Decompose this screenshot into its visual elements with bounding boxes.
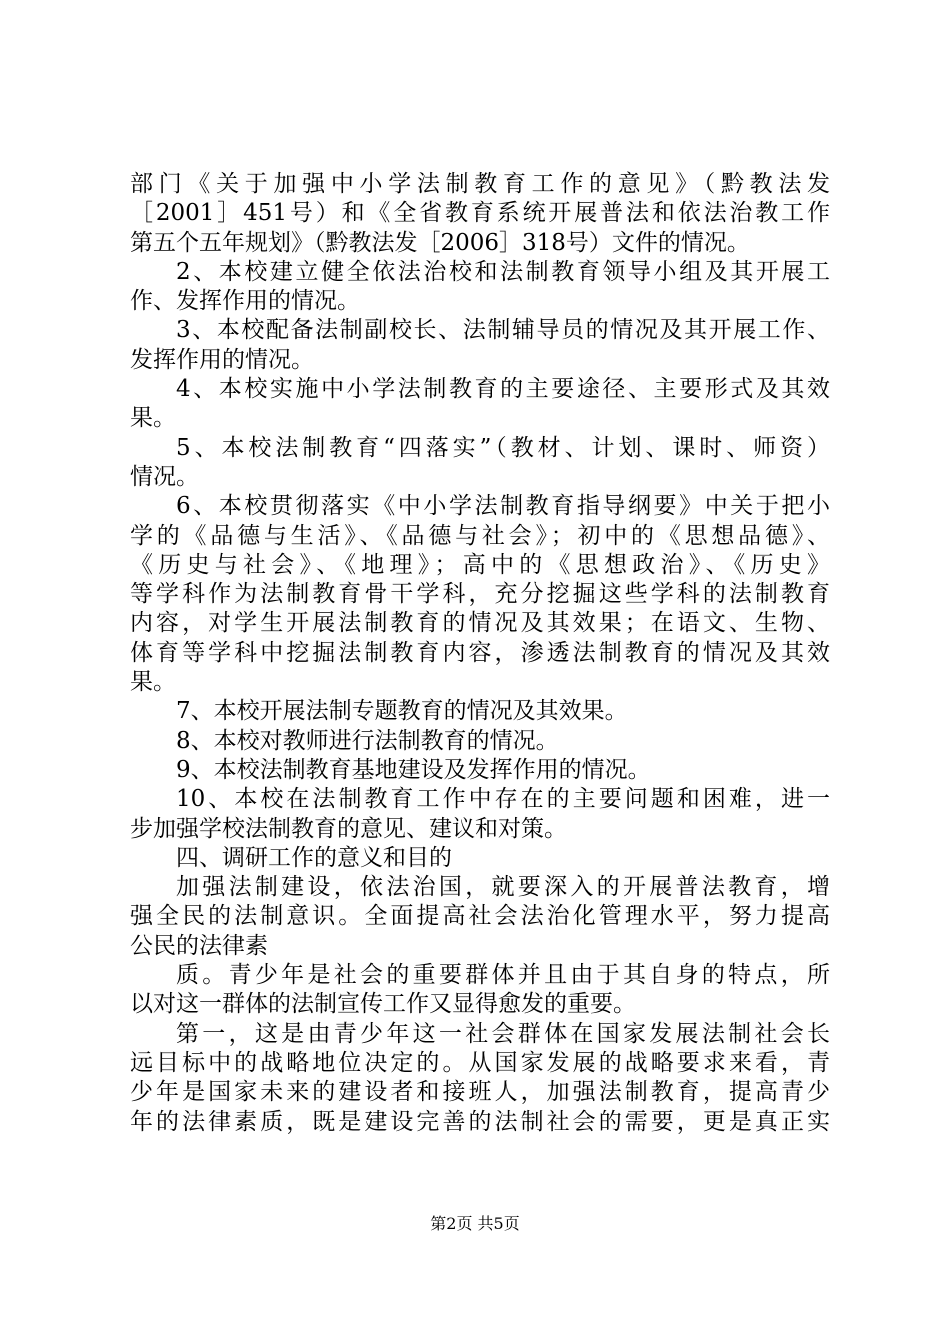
text-line: 体育等学科中挖掘法制教育内容，渗透法制教育的情况及其效 xyxy=(130,639,830,666)
text-line: 内容，对学生开展法制教育的情况及其效果；在语文、生物、 xyxy=(130,610,830,637)
text-line: 9、本校法制教育基地建设及发挥作用的情况。 xyxy=(176,756,651,783)
text-line: 果。 xyxy=(130,669,176,696)
text-line: 年的法律素质，既是建设完善的法制社会的需要，更是真正实 xyxy=(130,1108,830,1135)
page-footer: 第2页 共5页 xyxy=(430,1214,520,1233)
text-line: 步加强学校法制教育的意见、建议和对策。 xyxy=(130,815,567,842)
text-line: ［2001］451号）和《全省教育系统开展普法和依法治教工作 xyxy=(130,200,830,227)
text-line: 10、本校在法制教育工作中存在的主要问题和困难，进一 xyxy=(176,786,830,813)
document-body xyxy=(130,170,830,1137)
text-line: 少年是国家未来的建设者和接班人，加强法制教育，提高青少 xyxy=(130,1079,830,1106)
text-line: 质。青少年是社会的重要群体并且由于其自身的特点，所 xyxy=(176,962,830,989)
text-line: 第五个五年规划》（黔教法发［2006］318号）文件的情况。 xyxy=(130,229,750,256)
text-line: 5、本校法制教育“四落实”（教材、计划、课时、师资） xyxy=(176,434,830,461)
text-line: 第一，这是由青少年这一社会群体在国家发展法制社会长 xyxy=(176,1020,830,1047)
text-line: 部门《关于加强中小学法制教育工作的意见》（黔教法发 xyxy=(130,171,830,197)
text-line: 4、本校实施中小学法制教育的主要途径、主要形式及其效 xyxy=(176,376,830,403)
text-line: 以对这一群体的法制宣传工作又显得愈发的重要。 xyxy=(130,991,636,1018)
text-line: 7、本校开展法制专题教育的情况及其效果。 xyxy=(176,698,628,725)
text-line: 2、本校建立健全依法治校和法制教育领导小组及其开展工 xyxy=(176,258,830,285)
text-line: 等学科作为法制教育骨干学科，充分挖掘这些学科的法制教育 xyxy=(130,581,830,608)
text-line: 《历史与社会》、《地理》；高中的《思想政治》、《历史》 xyxy=(130,551,830,578)
text-line: 8、本校对教师进行法制教育的情况。 xyxy=(176,727,559,754)
text-line: 学的《品德与生活》、《品德与社会》；初中的《思想品德》、 xyxy=(130,522,830,549)
text-line: 公民的法律素 xyxy=(130,932,268,959)
text-line: 四、调研工作的意义和目的 xyxy=(176,844,452,871)
text-line: 加强法制建设，依法治国，就要深入的开展普法教育，增 xyxy=(176,874,830,901)
text-line: 果。 xyxy=(130,405,176,432)
text-line: 3、本校配备法制副校长、法制辅导员的情况及其开展工作、 xyxy=(176,317,830,344)
text-line: 作、发挥作用的情况。 xyxy=(130,288,360,315)
text-line: 强全民的法制意识。全面提高社会法治化管理水平，努力提高 xyxy=(130,903,830,930)
text-line: 6、本校贯彻落实《中小学法制教育指导纲要》中关于把小 xyxy=(176,493,830,520)
text-line: 发挥作用的情况。 xyxy=(130,346,314,373)
text-line: 情况。 xyxy=(130,463,199,490)
text-line: 远目标中的战略地位决定的。从国家发展的战略要求来看，青 xyxy=(130,1049,830,1076)
